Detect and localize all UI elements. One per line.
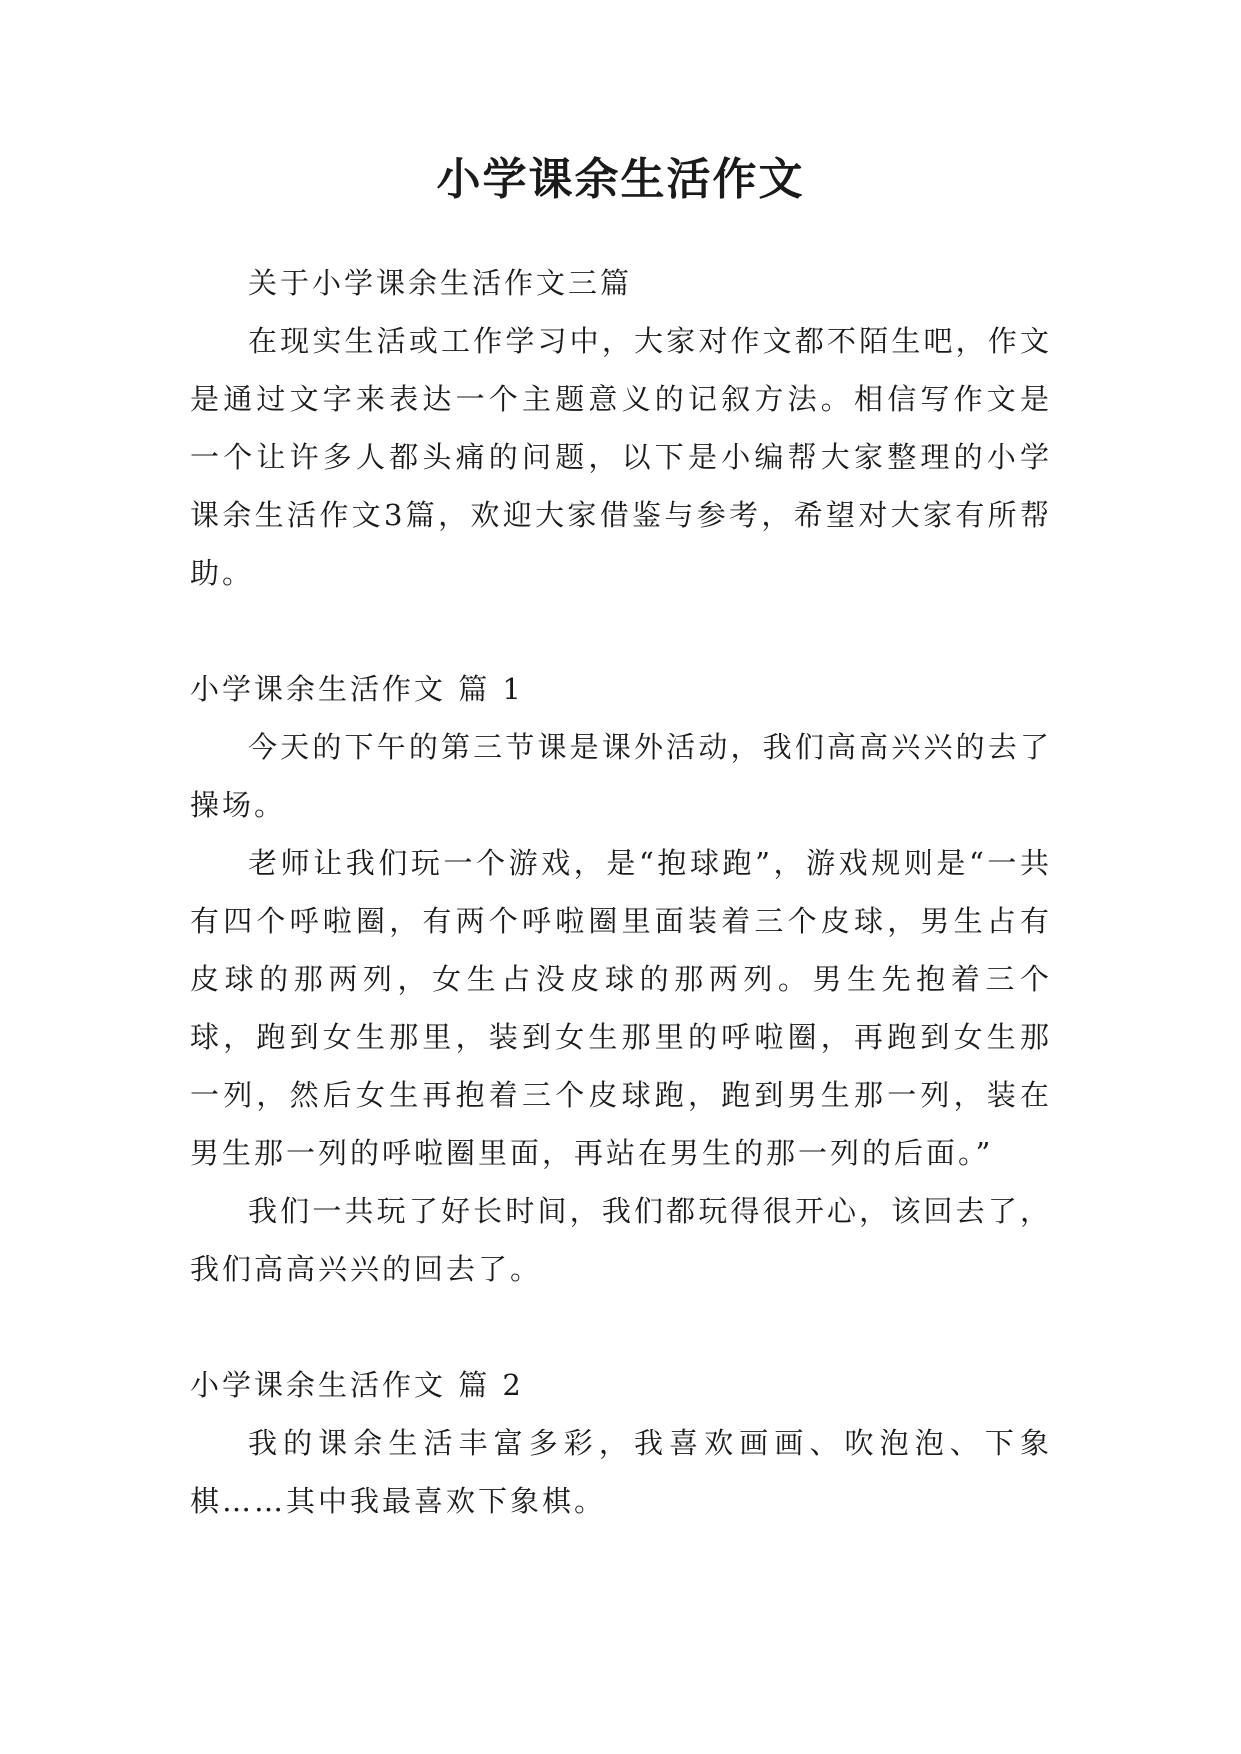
section-2-paragraph-1: 我的课余生活丰富多彩，我喜欢画画、吹泡泡、下象棋……其中我最喜欢下象棋。 <box>190 1426 1052 1518</box>
document-title: 小学课余生活作文 <box>436 154 805 205</box>
section-heading-1: 小学课余生活作文 篇 1 <box>190 672 524 706</box>
intro-heading: 关于小学课余生活作文三篇 <box>248 266 633 300</box>
spacer <box>190 1298 1052 1356</box>
document-body <box>190 254 1052 1530</box>
section-1-paragraph-3: 我们一共玩了好长时间，我们都玩得很开心，该回去了，我们高高兴兴的回去了。 <box>190 1194 1052 1286</box>
section-1-paragraph-1: 今天的下午的第三节课是课外活动，我们高高兴兴的去了操场。 <box>190 730 1052 822</box>
intro-paragraph: 在现实生活或工作学习中，大家对作文都不陌生吧，作文是通过文字来表达一个主题意义的记叙方法。相信写作文是一个让许多人都头痛的问题，以下是小编帮大家整理的小学课余生活作文3篇，欢迎大家借鉴与参考，希望对大家有所帮助。 <box>190 324 1052 590</box>
section-1-paragraph-2: 老师让我们玩一个游戏，是“抱球跑”，游戏规则是“一共有四个呼啦圈，有两个呼啦圈里面装着三个皮球，男生占有皮球的那两列，女生占没皮球的那两列。男生先抱着三个球，跑到女生那里，装到女生那里的呼啦圈，再跑到女生那一列，然后女生再抱着三个皮球跑，跑到男生那一列，装在男生那一列的呼啦圈里面，再站在男生的那一列的后面。” <box>190 846 1052 1170</box>
spacer <box>190 602 1052 660</box>
section-heading-2: 小学课余生活作文 篇 2 <box>190 1368 524 1402</box>
